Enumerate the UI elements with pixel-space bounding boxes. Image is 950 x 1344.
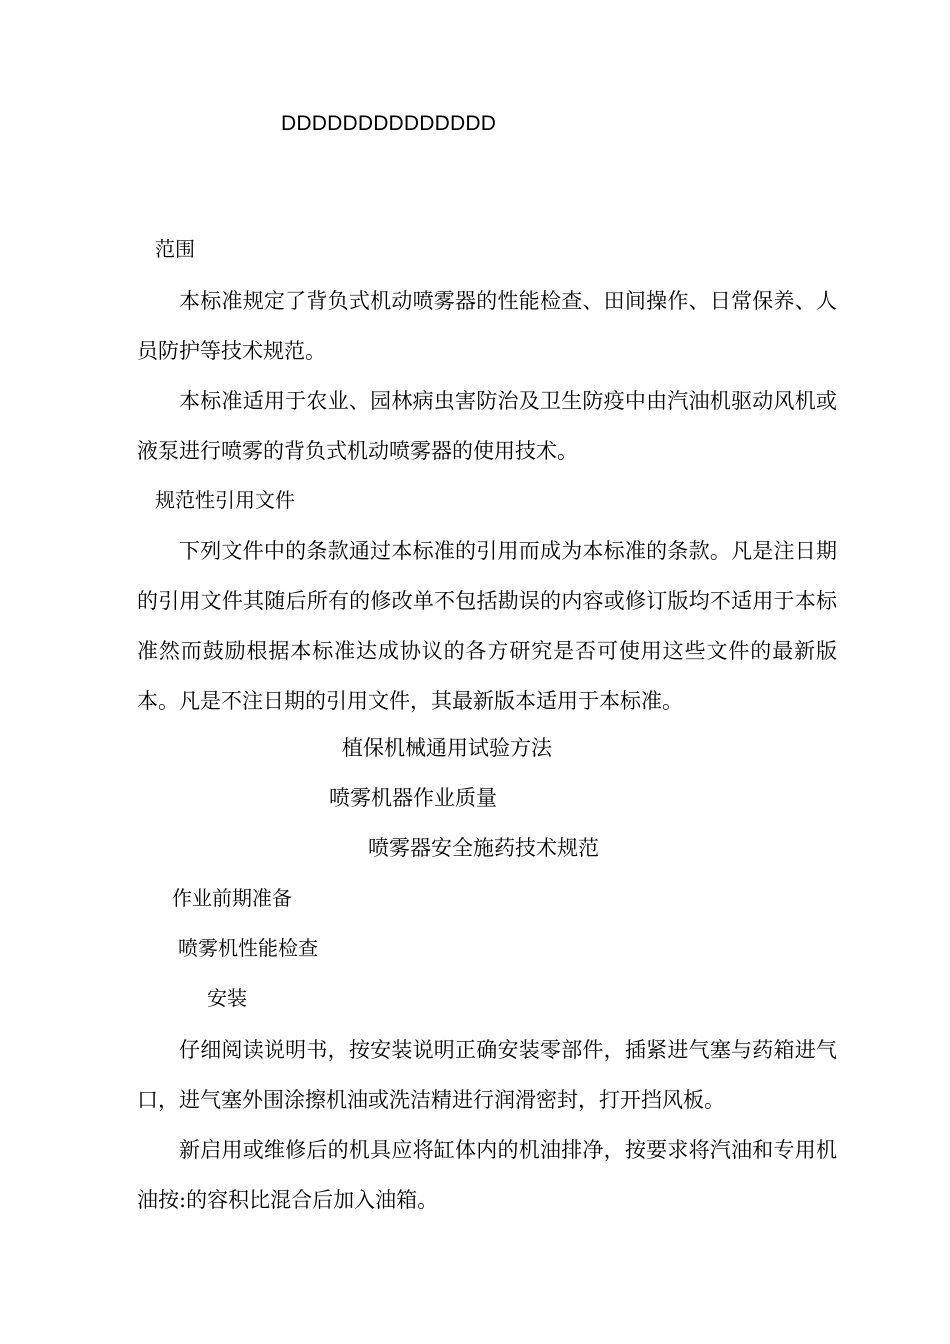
reference-item-2: 喷雾机器作业质量	[329, 786, 497, 810]
document-title: DDDDDDDDDDDDDD	[281, 112, 497, 135]
paragraph-install-1: 仔细阅读说明书，按安装说明正确安装零部件，插紧进气塞与药箱进气口，进气塞外围涂擦机油或洗洁精进行润滑密封，打开挡风板。	[137, 1038, 837, 1112]
subsection-heading-install: 安装	[207, 986, 247, 1010]
paragraph-scope-1: 本标准规定了背负式机动喷雾器的性能检查、田间操作、日常保养、人员防护等技术规范。	[137, 289, 837, 363]
section-heading-scope: 范围	[155, 237, 195, 261]
section-heading-preparation: 作业前期准备	[172, 886, 292, 910]
subsection-heading-performance-check: 喷雾机性能检查	[178, 936, 318, 960]
reference-item-1: 植保机械通用试验方法	[342, 736, 552, 760]
section-heading-references: 规范性引用文件	[155, 488, 295, 512]
paragraph-references: 下列文件中的条款通过本标准的引用而成为本标准的条款。凡是注日期的引用文件其随后所有的修改单不包括勘误的内容或修订版均不适用于本标准然而鼓励根据本标准达成协议的各方研究是否可使用这些文件的最新版本。凡是不注日期的引用文件，其最新版本适用于本标准。	[137, 539, 837, 713]
reference-item-3: 喷雾器安全施药技术规范	[368, 836, 599, 860]
paragraph-scope-2: 本标准适用于农业、园林病虫害防治及卫生防疫中由汽油机驱动风机或液泵进行喷雾的背负式机动喷雾器的使用技术。	[137, 389, 837, 463]
paragraph-install-2: 新启用或维修后的机具应将缸体内的机油排净，按要求将汽油和专用机油按:的容积比混合后加入油箱。	[137, 1138, 837, 1212]
